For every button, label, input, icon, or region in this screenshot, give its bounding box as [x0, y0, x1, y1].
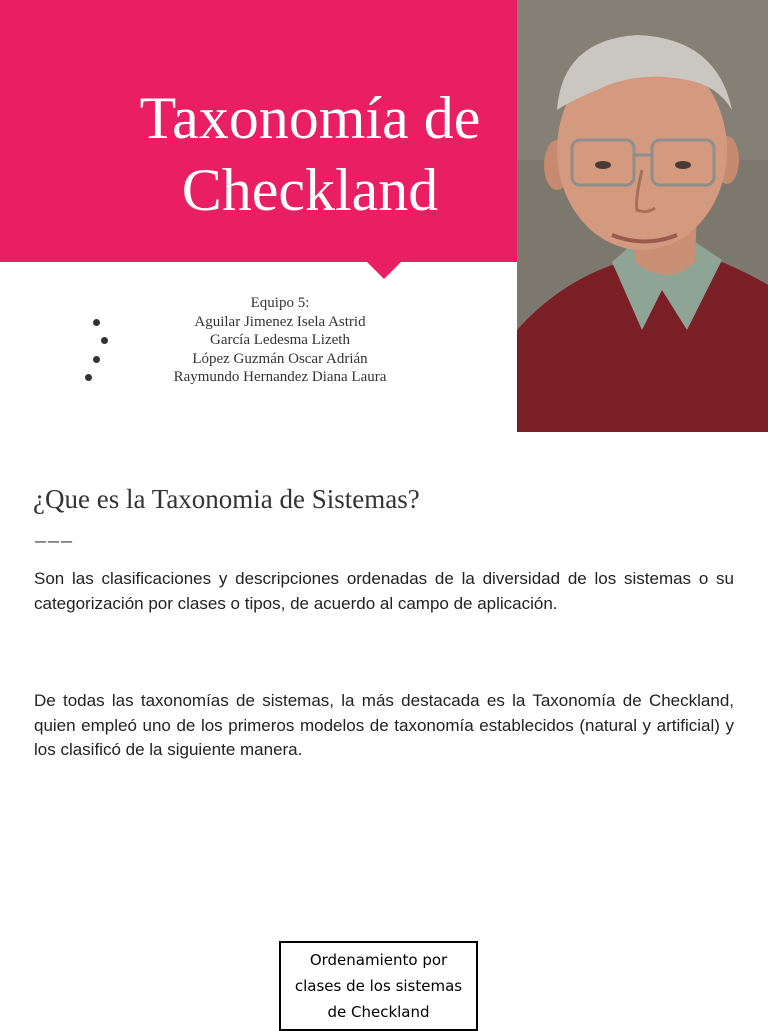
- box-line-2: clases de los sistemas: [294, 977, 463, 995]
- separator: ‒‒‒: [35, 527, 74, 552]
- banner-notch: [367, 262, 401, 279]
- bullet-icon: [93, 319, 100, 326]
- team-member: [80, 350, 480, 369]
- bullet-icon: [101, 337, 108, 344]
- team-credits: [80, 294, 480, 387]
- team-heading: Equipo 5:: [250, 295, 310, 311]
- bullet-icon: [85, 374, 92, 381]
- title-line-2: Checkland: [181, 157, 439, 223]
- member-name: García Ledesma Lizeth: [210, 332, 350, 348]
- team-member-list: [80, 313, 480, 387]
- diagram-root-box: [279, 941, 478, 1031]
- member-name: Raymundo Hernandez Diana Laura: [173, 369, 387, 385]
- section-question: ¿Que es la Taxonomia de Sistemas?: [33, 484, 420, 514]
- portrait-illustration: [517, 0, 768, 432]
- title-line-1: Taxonomía de: [139, 85, 481, 151]
- checkland-portrait: [517, 0, 768, 432]
- box-line-3: de Checkland: [327, 1003, 430, 1021]
- bullet-icon: [93, 356, 100, 363]
- box-line-1: Ordenamiento por: [309, 951, 448, 969]
- member-name: Aguilar Jimenez Isela Astrid: [194, 313, 366, 330]
- team-member: [80, 331, 480, 350]
- paragraph-checkland: De todas las taxonomías de sistemas, la más destacada es la Taxonomía de Checkland, quien empleó uno de los primeros modelos de taxonomía establecidos (natural y artificial) y los clasificó de la siguiente manera.: [34, 691, 734, 759]
- team-member: [80, 368, 480, 387]
- paragraph-definition: Son las clasificaciones y descripciones ordenadas de la diversidad de los sistemas o su categorización por clases o tipos, de acuerdo al campo de aplicación.: [34, 569, 734, 613]
- member-name: López Guzmán Oscar Adrián: [192, 350, 368, 367]
- team-member: [80, 313, 480, 332]
